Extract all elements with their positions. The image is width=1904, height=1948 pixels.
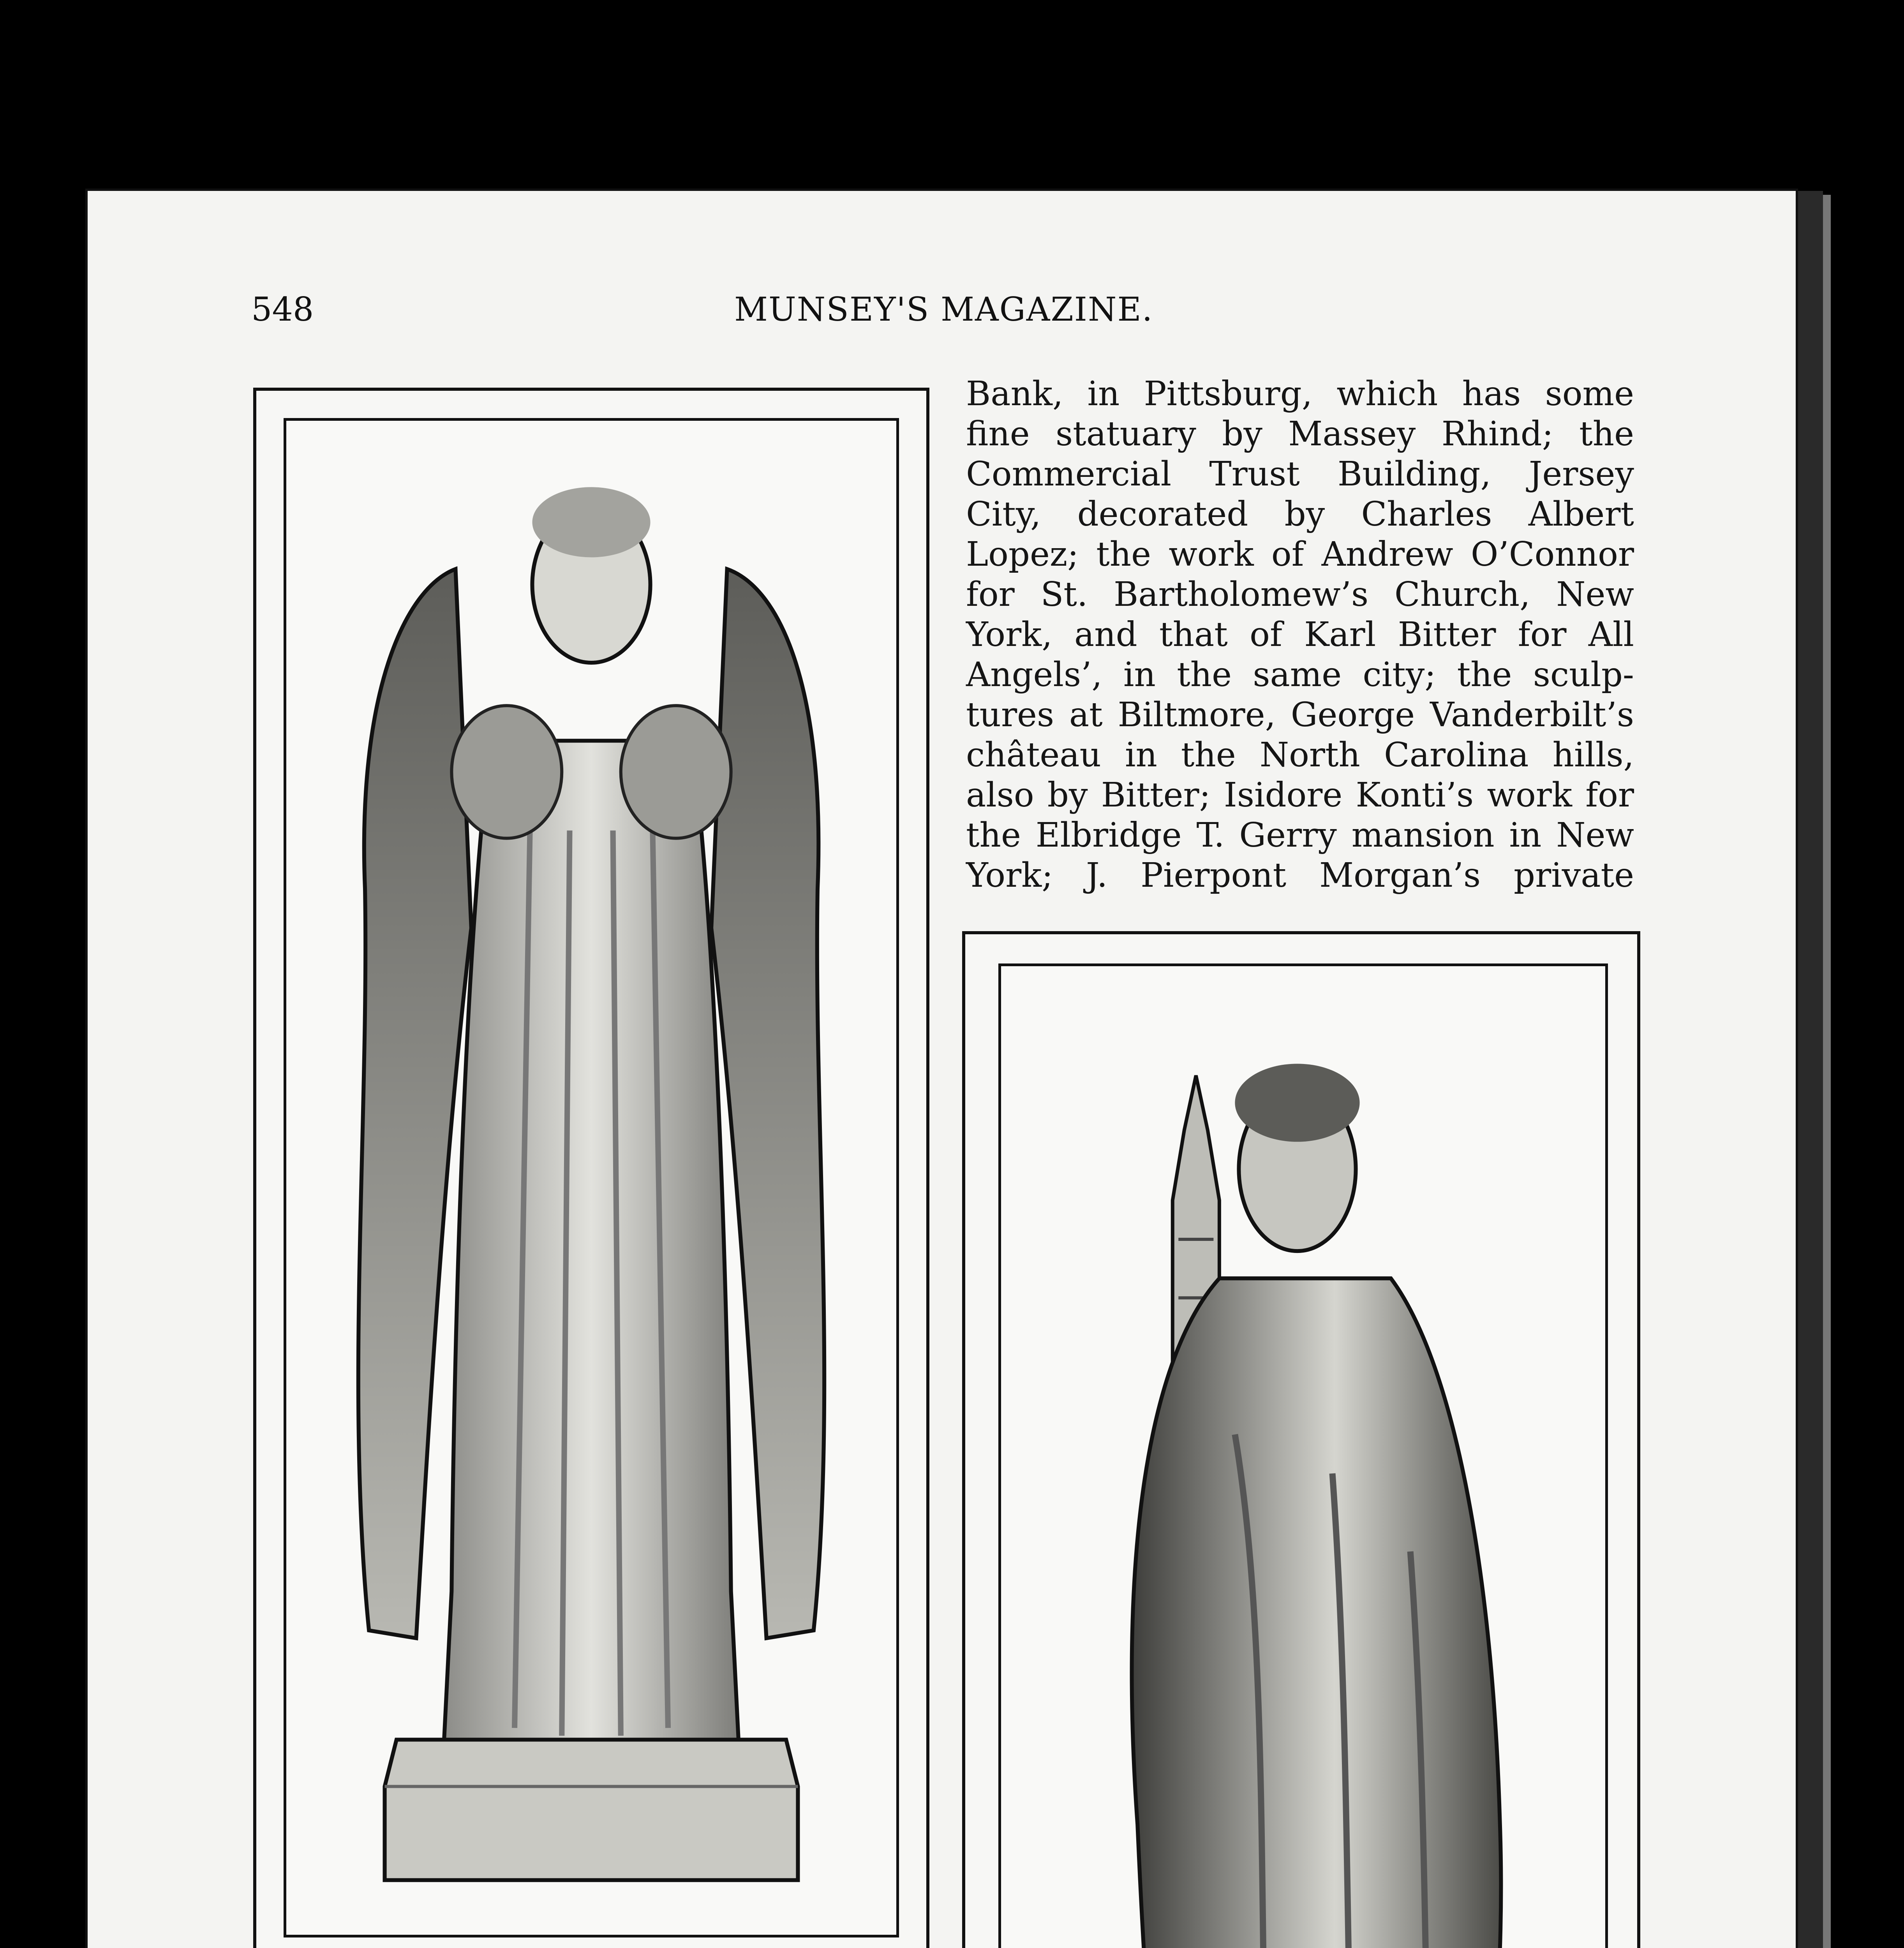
text-line: also by Bitter; Isidore Konti’s work for	[966, 776, 1634, 815]
text-line: City, decorated by Charles Albert	[966, 495, 1634, 534]
article-text-top-right	[966, 374, 1634, 896]
text-line: château in the North Carolina hills,	[966, 736, 1634, 775]
text-line: for St. Bartholomew’s Church, New	[966, 575, 1634, 614]
page-edge-shadow	[1796, 191, 1823, 1948]
text-line: Lopez; the work of Andrew O’Connor	[966, 535, 1634, 574]
text-line: fine statuary by Massey Rhind; the	[966, 415, 1634, 453]
goldenrod-figure-frame	[253, 388, 929, 1948]
text-line: tures at Biltmore, George Vanderbilt’s	[966, 695, 1634, 734]
gothic-art-figure-inner-frame	[998, 963, 1608, 1948]
gothic-art-statue-image	[1001, 966, 1605, 1948]
goldenrod-figure-inner-frame	[284, 418, 899, 1937]
text-line: Commercial Trust Building, Jersey	[966, 455, 1634, 494]
running-head	[88, 290, 1796, 337]
goldenrod-statue-image	[286, 421, 896, 1935]
text-line: York; J. Pierpont Morgan’s private	[966, 856, 1634, 895]
gothic-art-figure-frame	[962, 931, 1640, 1948]
text-line: the Elbridge T. Gerry mansion in New	[966, 816, 1634, 855]
text-line: Bank, in Pittsburg, which has some	[966, 374, 1634, 413]
text-line: York, and that of Karl Bitter for All	[966, 615, 1634, 654]
magazine-page	[88, 191, 1796, 1948]
page-number: 548	[251, 290, 314, 328]
text-line: Angels’, in the same city; the sculp-	[966, 655, 1634, 694]
page-edge-highlight	[1823, 195, 1831, 1948]
magazine-title: MUNSEY'S MAGAZINE.	[734, 290, 1153, 328]
